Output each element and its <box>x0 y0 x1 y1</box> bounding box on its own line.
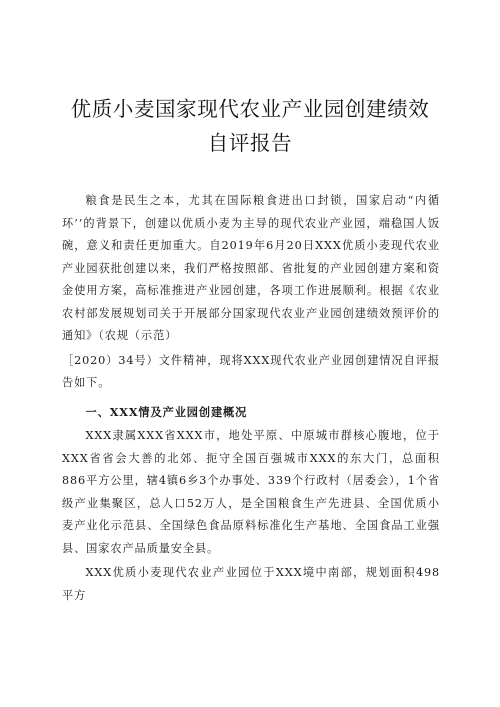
paragraph-intro: 粮食是民生之本，尤其在国际粮食进出口封锁，国家启动“内循环’’的背景下，创建以优质小麦为主导的现代农业产业园，端稳国人饭碗，意义和责任更加重大。自2019年6月20日XXX优质小麦现代农业产业园获批创建以来，我们严格按照部、省批复的产业园创建方案和资金使用方案，高标准推进产业园创建，各项工作进展顺利。根据《农业农村部发展规划司关于开展部分国家现代农业产业园创建绩效预评价的通知》（农规（示范） <box>62 194 440 342</box>
section-heading-1: 一、XXX情及产业园创建概况 <box>85 404 248 419</box>
document-body <box>62 190 440 607</box>
document-title <box>60 92 440 160</box>
title-line-2: 自评报告 <box>207 131 293 155</box>
paragraph-intro-continued: ［2020）34号）文件精神，现将XXX现代农业产业园创建情况自评报告如下。 <box>62 353 440 389</box>
paragraph-park-location: XXX优质小麦现代农业产业园位于XXX境中南部，规划面积498平方 <box>62 566 440 602</box>
title-line-1: 优质小麦国家现代农业产业园创建绩效 <box>70 97 430 121</box>
paragraph-overview: XXX隶属XXX省XXX市，地处平原、中原城市群核心腹地，位于XXX省省会大善的北郊、扼守全国百强城市XXX的东大门，总面积886平方公里，辖4镇6乡3个办事处、339个行政村（居委会），1个省级产业集聚区，总人口52万人，是全国粮食生产先进县、全国优质小麦产业化示范县、全国绿色食品原料标准化生产基地、全国食品工业强县、国家农产品质量安全县。 <box>62 429 440 555</box>
